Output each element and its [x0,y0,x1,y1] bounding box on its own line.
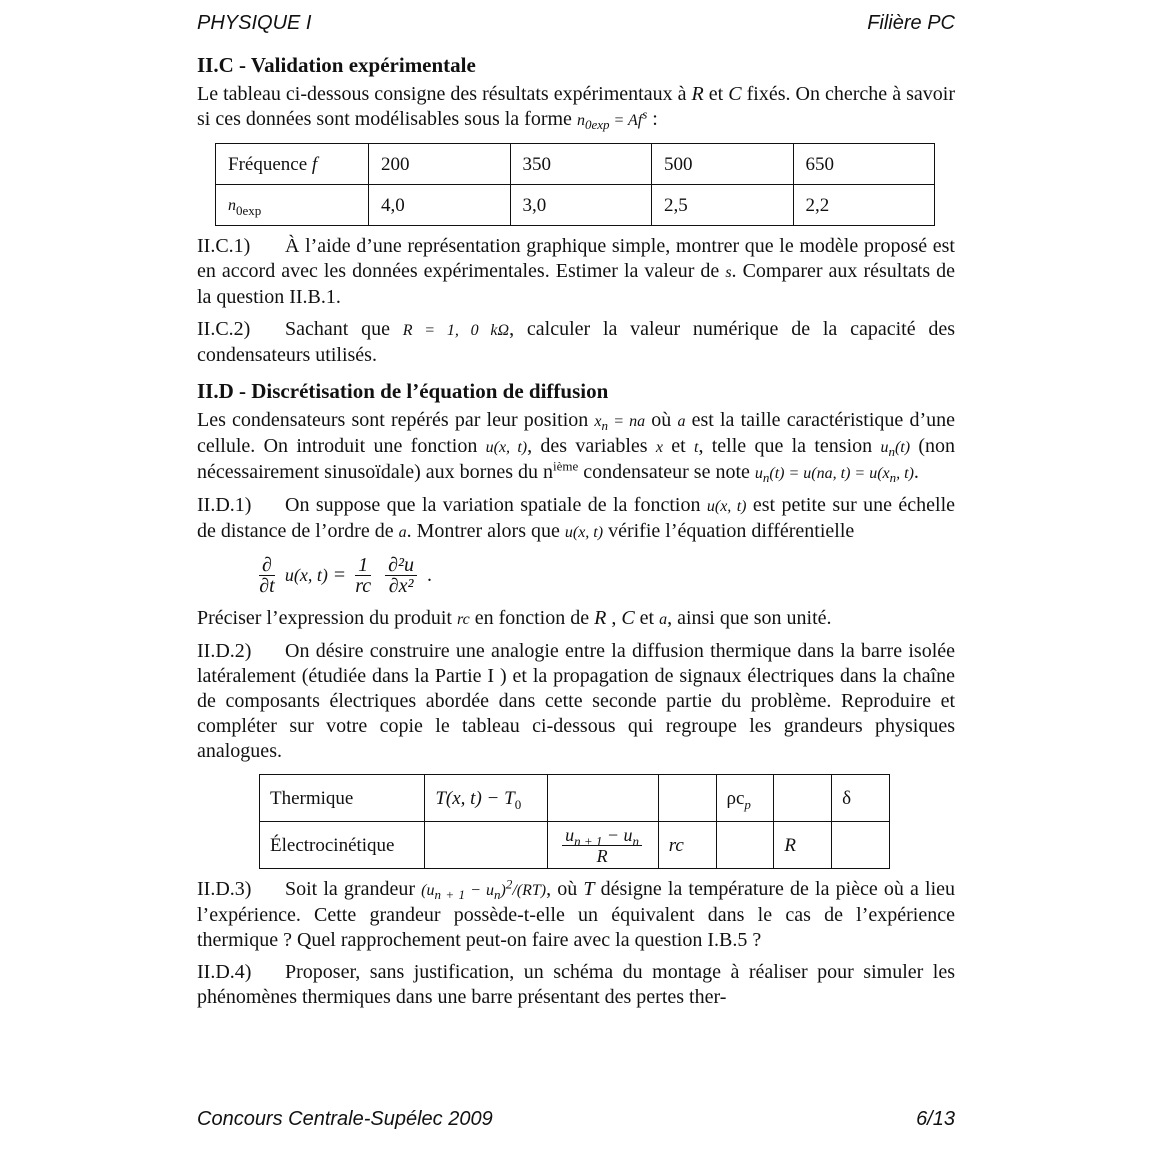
question-c1: II.C.1) À l’aide d’une représentation graphique simple, montrer que le modèle proposé est en accord avec les données expérimentales. Estimer la valeur de s. Comparer aux résultats de la question II.B.1. [197,235,956,308]
table-cell [716,822,774,869]
table-cell: 200 [369,144,511,185]
table-cell: δ [832,775,890,822]
table-row [260,822,890,869]
table-cell: $\rho c_p$ [716,775,774,822]
table-cell [548,775,659,822]
table-cell: 4,0 [369,185,511,226]
question-d4: II.D.4) Proposer, sans justification, un schéma du montage à réaliser pour simuler les phénomènes thermiques dans une barre présentant des pertes ther- [197,961,955,1008]
analogy-table [259,774,890,869]
question-d1-followup: Préciser l’expression du produit rc en fonction de R , C et a, ainsi que son unité. [197,607,832,629]
frequency-table [215,143,935,226]
section-d-intro: Les condensateurs sont repérés par leur position $x_n$ = na où a est la taille caractéristique d’une cellule. On introduit une fonction u(x, t), des variables x et t, telle que la tension $u_n(t)$ (non nécessairement sinusoïdale) aux bornes du $n^{ième}$ condensateur se note $u_n(t) = u(na$, $t) = u(x_n$, t). [197,409,956,486]
table-cell [425,822,548,869]
table-cell: Électrocinétique [260,822,425,869]
table-cell: 3,0 [510,185,652,226]
table-row [216,185,935,226]
table-cell: T(x, $t) - T_0$ [425,775,548,822]
section-title-d: II.D - Discrétisation de l’équation de diffusion [197,379,609,403]
section-c-intro: Le tableau ci-dessous consigne des résultats expérimentaux à R et C fixés. On cherche à savoir si ces données sont modélisables sous la forme $n_{0exp} = Af^s$ : [197,83,955,133]
table-cell: Fréquence f [216,144,369,185]
footer-left: Concours Centrale-Supélec 2009 [197,1108,493,1130]
table-cell: 500 [652,144,794,185]
table-cell [774,775,832,822]
question-c2: II.C.2) Sachant que R = 1, 0 kΩ, calculer la valeur numérique de la capacité des condensateurs utilisés. [197,318,956,366]
table-cell: $\frac{u_{n + 1} - u_n}{R}$ [548,822,659,869]
table-cell: Thermique [260,775,425,822]
table-cell: 2,5 [652,185,794,226]
table-cell [832,822,890,869]
table-cell: 350 [510,144,652,185]
question-d3: II.D.3) Soit la grandeur $(u_{n + 1} - u_n)^2/(RT)$, où T désigne la température de la pièce où a lieu l’expérience. Cette grandeur possède-t-elle un équivalent dans le cas de l’expérience thermique ? Quel rapprochement peut-on faire avec la question I.B.5 ? [197,876,956,951]
table-cell: $n_{0exp}$ [216,185,369,226]
table-cell: rc [658,822,716,869]
section-title-c: II.C - Validation expérimentale [197,53,476,77]
table-row [260,775,890,822]
footer-right: 6/13 [916,1108,955,1130]
diffusion-equation: $\frac{\partial}{\partial t}$ u(x, t) = $\frac{1}{rc}$ $\frac{\text{∂²u}}{\text{∂x²}}$ . [259,554,433,597]
table-cell: 2,2 [793,185,935,226]
question-d2: II.D.2) On désire construire une analogie entre la diffusion thermique dans la barre isolée latéralement (étudiée dans la Partie I ) et la propagation de signaux électriques dans la chaîne de composants électriques abordée dans cette seconde partie du problème. Reproduire et compléter sur votre copie le tableau ci-dessous qui regroupe les grandeurs physiques analogues. [197,640,955,762]
question-d1: II.D.1) On suppose que la variation spatiale de la fonction u(x, t) est petite sur une échelle de distance de l’ordre de a. Montrer alors que u(x, t) vérifie l’équation différentielle [197,494,956,542]
header-left: PHYSIQUE I [197,12,312,34]
header-right: Filière PC [867,12,955,34]
page-body [197,52,955,1010]
table-cell: R [774,822,832,869]
table-cell [658,775,716,822]
table-row [216,144,935,185]
table-cell: 650 [793,144,935,185]
